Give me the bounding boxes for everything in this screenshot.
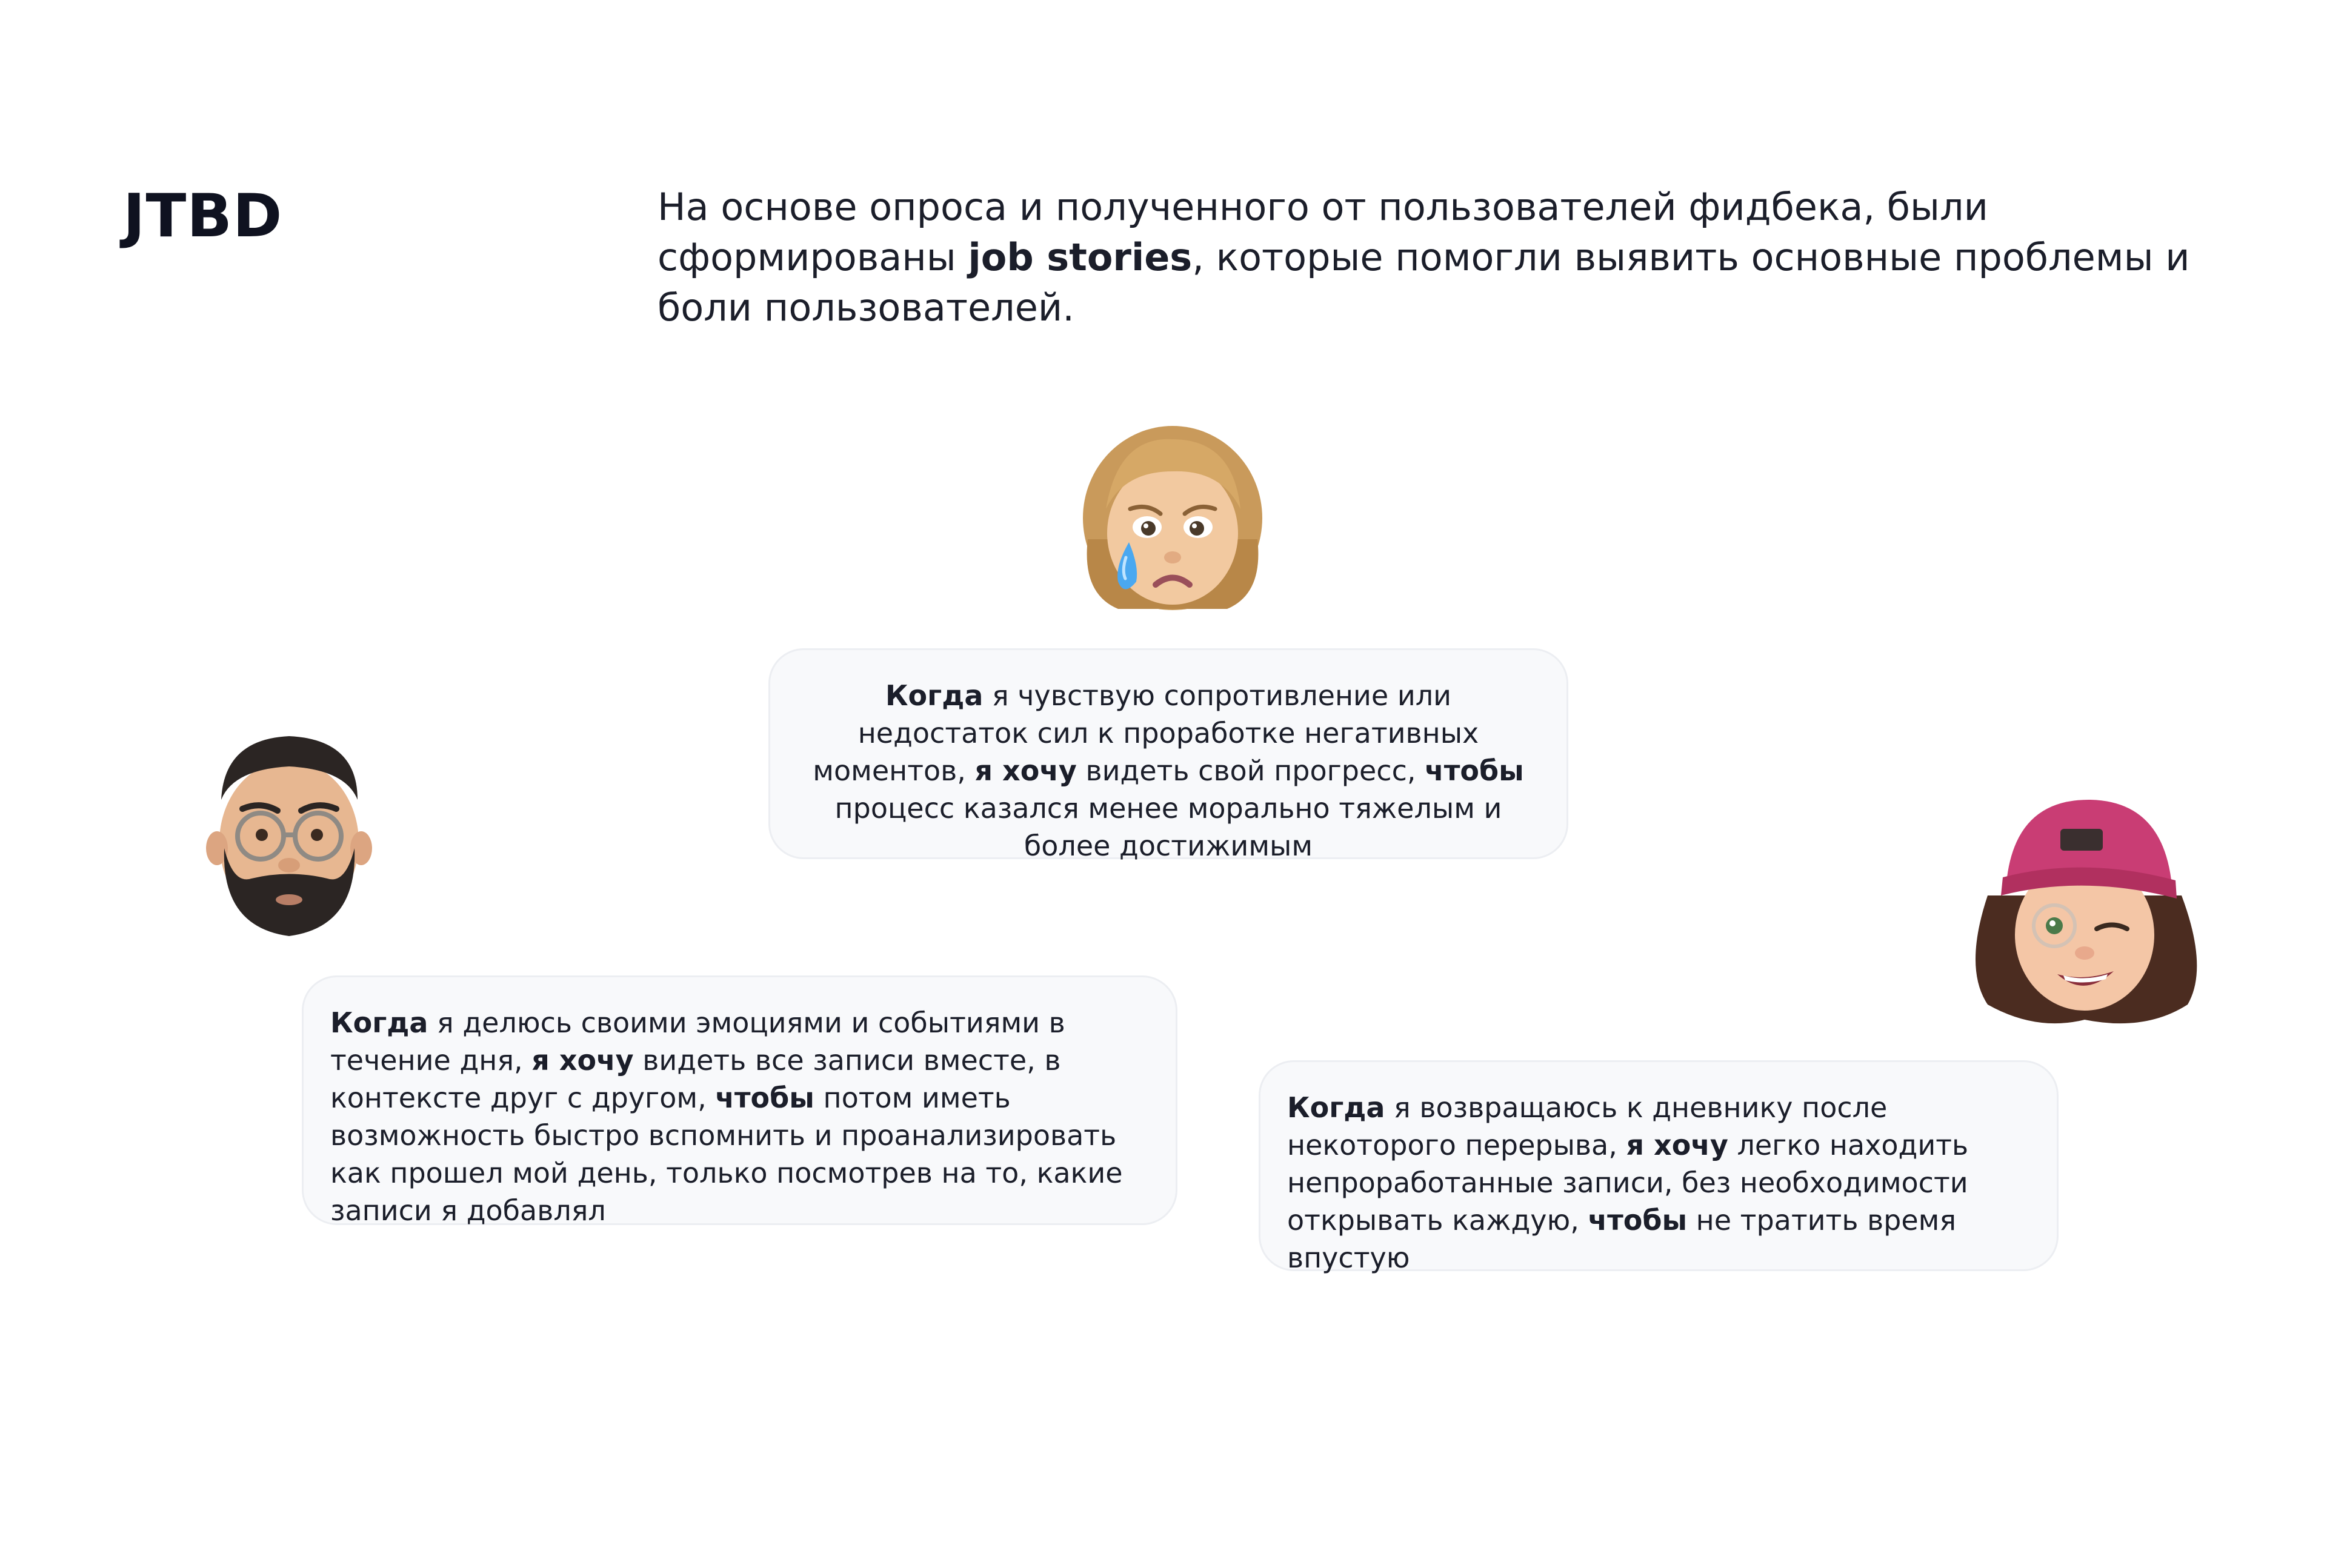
so-text: не тратить время впустую: [1287, 1204, 1957, 1274]
job-story-card: [1259, 1060, 2059, 1274]
when-text: я делюсь своими эмоциями и событиями в течение дня,: [330, 1006, 1065, 1077]
so-text: потом иметь возможность быстро вспомнить и проанализировать как прошел мой день, только посмотрев на то, какие записи я добавлял: [330, 1081, 1123, 1227]
when-text: я чувствую сопротивление или недостаток сил к проработке негативных моментов,: [813, 679, 1479, 787]
page-title: JTBD: [123, 182, 283, 251]
want-text: видеть свой прогресс,: [1076, 754, 1425, 787]
job-story-text: [801, 677, 1536, 865]
when-label: Когда: [885, 679, 984, 712]
intro-text-start: На основе опроса и полученного от пользователей фидбека, были сформированы: [657, 185, 1988, 279]
when-text: я возвращаюсь к дневнику после некоторого перерыва,: [1287, 1091, 1888, 1161]
so-label: чтобы: [715, 1081, 814, 1114]
so-label: чтобы: [1425, 754, 1524, 787]
intro-paragraph: [657, 182, 2294, 333]
job-story-card: [768, 648, 1568, 862]
want-text: видеть все записи вместе, в контексте друг с другом,: [330, 1044, 1061, 1114]
winking-girl-avatar-icon: [1963, 786, 2206, 1029]
want-label: я хочу: [974, 754, 1077, 787]
want-label: я хочу: [1626, 1129, 1728, 1161]
job-story-card: [302, 975, 1177, 1225]
want-label: я хочу: [531, 1044, 634, 1077]
want-text: легко находить непроработанные записи, без необходимости открывать каждую,: [1287, 1129, 1969, 1237]
job-story-text: [1287, 1089, 2032, 1277]
bearded-man-avatar-icon: [206, 727, 373, 939]
intro-highlight: job stories: [968, 235, 1193, 279]
crying-girl-avatar-icon: [1082, 412, 1263, 612]
job-story-text: [330, 1004, 1151, 1229]
when-label: Когда: [1287, 1091, 1385, 1124]
intro-text-end: , которые помогли выявить основные проблемы и боли пользователей.: [657, 235, 2190, 330]
when-label: Когда: [330, 1006, 428, 1039]
so-label: чтобы: [1588, 1204, 1688, 1237]
so-text: процесс казался менее морально тяжелым и более достижимым: [834, 792, 1502, 862]
